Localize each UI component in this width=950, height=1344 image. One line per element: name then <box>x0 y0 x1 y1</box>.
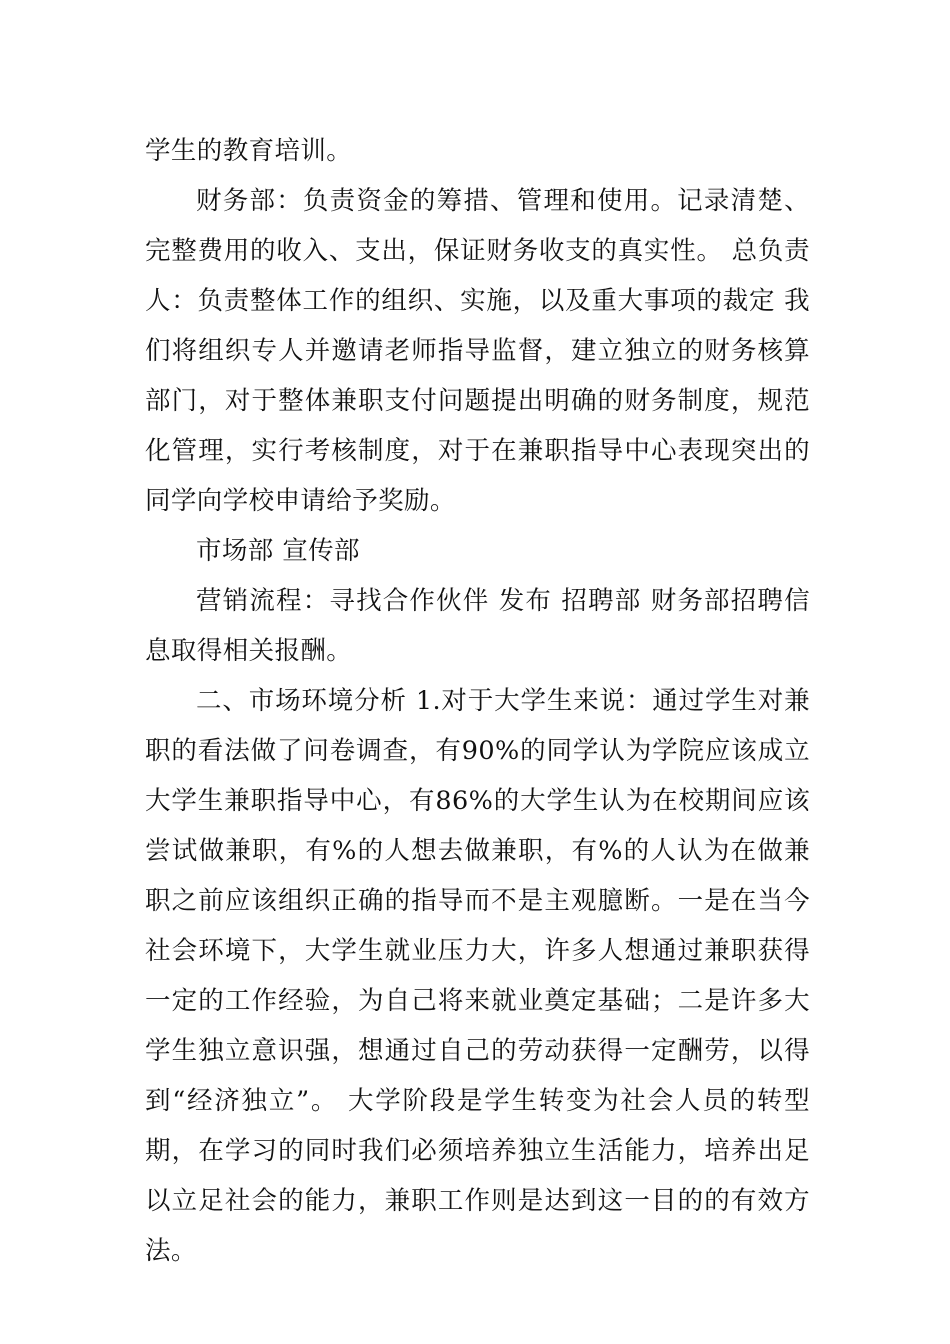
paragraph-finance-department: 财务部：负责资金的筹措、管理和使用。记录清楚、完整费用的收入、支出，保证财务收支的真实性。 总负责人：负责整体工作的组织、实施，以及重大事项的裁定 我们将组织专人并邀请老师指导监督，建立独立的财务核算部门，对于整体兼职支付问题提出明确的财务制度，规范化管理，实行考核制度，对于在兼职指导中心表现突出的同学向学校申请给予奖励。 <box>145 186 810 516</box>
paragraph-marketing-process: 营销流程：寻找合作伙伴 发布 招聘部 财务部招聘信息取得相关报酬。 <box>145 586 810 666</box>
document-page <box>145 126 810 1276</box>
paragraph-market-department: 市场部 宣传部 <box>196 536 360 566</box>
paragraph-continuation: 学生的教育培训。 <box>145 136 353 166</box>
paragraph-market-analysis: 二、市场环境分析 1.对于大学生来说：通过学生对兼职的看法做了问卷调查，有90%的同学认为学院应该成立大学生兼职指导中心，有86%的大学生认为在校期间应该尝试做兼职，有%的人想去做兼职，有%的人认为在做兼职之前应该组织正确的指导而不是主观臆断。一是在当今社会环境下，大学生就业压力大，许多人想通过兼职获得一定的工作经验，为自己将来就业奠定基础；二是许多大学生独立意识强，想通过自己的劳动获得一定酬劳，以得到“经济独立”。 大学阶段是学生转变为社会人员的转型期，在学习的同时我们必须培养独立生活能力，培养出足以立足社会的能力，兼职工作则是达到这一目的的有效方法。 <box>145 686 810 1266</box>
